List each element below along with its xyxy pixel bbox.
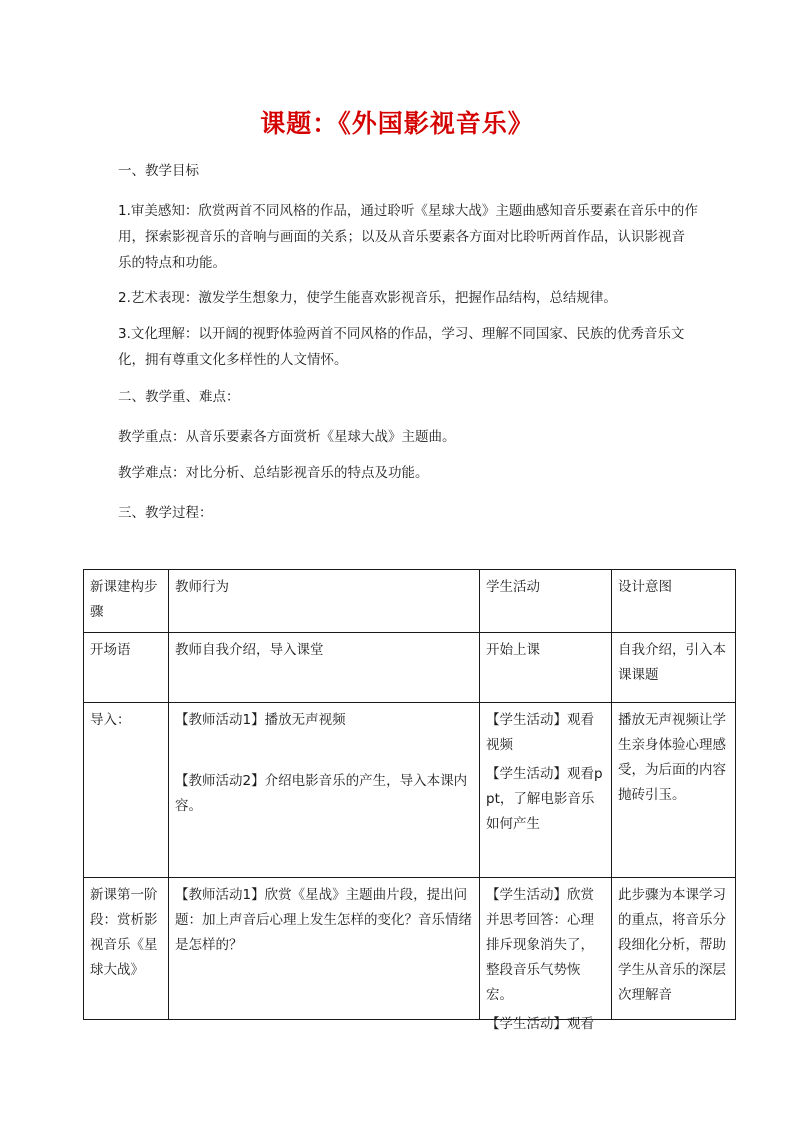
student-activity: 【学生活动】欣赏并思考回答：心理排斥现象消失了，整段音乐气势恢宏。 <box>486 887 594 1003</box>
row-step: 新课第一阶段：赏析影视音乐《星球大战》 <box>84 878 169 1020</box>
page-title: 课题：《外国影视音乐》 <box>260 109 534 138</box>
student-activity: 【学生活动】观看视频 <box>486 712 594 753</box>
row-teacher <box>169 633 480 703</box>
teacher-activity: 【教师活动1】播放无声视频 <box>175 712 346 728</box>
table-header-row <box>84 570 736 633</box>
objective-item-1: 1.审美感知：欣赏两首不同风格的作品，通过聆听《星球大战》主题曲感知音乐要素在音乐中的作用，探索影视音乐的音响与画面的关系；以及从音乐要素各方面对比聆听两首作品，认识影视音乐的特点和功能。 <box>118 203 698 271</box>
row-teacher <box>169 703 480 878</box>
section-heading-key-points: 二、教学重、难点： <box>118 389 240 405</box>
row-student <box>480 703 612 878</box>
row-intent <box>612 878 736 1020</box>
teaching-difficulty: 教学难点：对比分析、总结影视音乐的特点及功能。 <box>118 465 429 481</box>
objective-item-3: 3.文化理解：以开阔的视野体验两首不同风格的作品，学习、理解不同国家、民族的优秀音乐文化，拥有尊重文化多样性的人文情怀。 <box>118 326 685 368</box>
row-intent: 播放无声视频让学生亲身体验心理感受，为后面的内容抛砖引玉。 <box>612 703 736 878</box>
student-activity: 【学生活动】观看 <box>486 1016 594 1032</box>
lesson-process-table <box>83 569 736 1032</box>
intent-text: 此步骤为本课学习的重点，将音乐分段细化分析，帮助学生从音乐的深层次理解音 <box>618 887 726 1003</box>
header-student: 学生活动 <box>480 570 612 633</box>
header-intent: 设计意图 <box>612 570 736 633</box>
student-activity: 【学生活动】观看ppt，了解电影音乐如何产生 <box>486 766 603 832</box>
student-activity-clip <box>486 883 605 1032</box>
teacher-activity: 【教师活动2】介绍电影音乐的产生，导入本课内容。 <box>175 773 468 814</box>
teacher-activity: 教师自我介绍，导入课堂 <box>175 642 324 658</box>
row-step: 开场语 <box>84 633 169 703</box>
table-row <box>84 878 736 1020</box>
table-row <box>84 633 736 703</box>
row-student <box>480 878 612 1032</box>
teaching-key-point: 教学重点：从音乐要素各方面赏析《星球大战》主题曲。 <box>118 429 456 445</box>
row-intent: 自我介绍，引入本课课题 <box>612 633 736 703</box>
section-heading-process: 三、教学过程： <box>118 505 213 521</box>
objective-item-2: 2.艺术表现：激发学生想象力，使学生能喜欢影视音乐，把握作品结构，总结规律。 <box>118 290 617 306</box>
row-step: 导入： <box>84 703 169 878</box>
student-activity: 开始上课 <box>486 642 540 658</box>
row-student <box>480 633 612 703</box>
table-row <box>84 703 736 878</box>
header-step: 新课建构步骤 <box>84 570 169 633</box>
teacher-activity: 【教师活动1】欣赏《星战》主题曲片段，提出问题：加上声音后心理上发生怎样的变化？音乐情绪是怎样的？ <box>175 887 472 953</box>
section-heading-objectives: 一、教学目标 <box>118 163 199 179</box>
intent-clip <box>618 883 729 1008</box>
header-teacher: 教师行为 <box>169 570 480 633</box>
row-teacher <box>169 878 480 1020</box>
